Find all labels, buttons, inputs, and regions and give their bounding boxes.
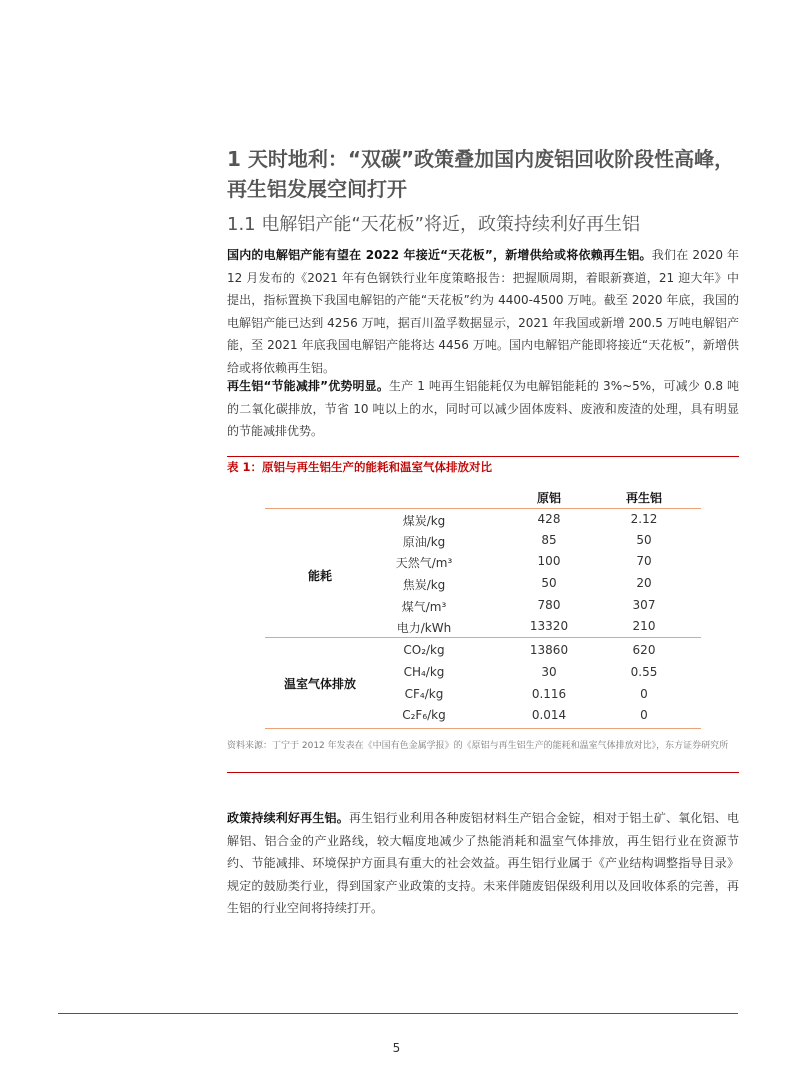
table-cell: CF₄/kg	[404, 687, 444, 701]
table-cell: 13860	[529, 643, 569, 657]
table-cell: 天然气/m³	[395, 556, 453, 570]
table-row	[265, 509, 701, 530]
table-row	[265, 595, 701, 616]
table-top-rule	[227, 456, 739, 457]
table-cell: 210	[632, 619, 656, 633]
paragraph-body: 再生铝行业利用各种废铝材料生产铝合金锭，相对于铝土矿、氧化铝、电解铝、铝合金的产业路线，较大幅度地减少了热能消耗和温室气体排放，再生铝行业在资源节约、节能减排、环境保护方面具有重大的社会效益。再生铝行业属于《产业结构调整指导目录》规定的鼓励类行业，得到国家产业政策的支持。未来伴随废铝保级利用以及回收体系的完善，再生铝的行业空间将持续打开。	[227, 811, 739, 915]
table-cell: 13320	[529, 619, 569, 633]
table-cell: 428	[537, 512, 561, 526]
table-row	[265, 705, 701, 726]
table-cell: CO₂/kg	[403, 643, 445, 657]
section-heading: 1 天时地利：“双碳”政策叠加国内废铝回收阶段性高峰，再生铝发展空间打开	[227, 147, 735, 201]
table-cell: 70	[636, 554, 652, 568]
paragraph-3	[227, 807, 739, 920]
category-energy: 能耗	[307, 569, 332, 583]
table-row	[265, 662, 701, 683]
table-cell: 0.55	[630, 665, 658, 679]
table-cell: 30	[541, 665, 557, 679]
table-cell: 煤气/m³	[401, 600, 447, 614]
table-title: 表 1：原铝与再生铝生产的能耗和温室气体排放对比	[227, 460, 493, 474]
table-cell: 100	[537, 554, 561, 568]
table-cell: 50	[636, 533, 652, 547]
category-emissions: 温室气体排放	[283, 677, 356, 691]
table-row	[265, 616, 701, 637]
paragraph-2	[227, 375, 739, 443]
table-cell: 煤炭/kg	[402, 514, 446, 528]
table-cell: 20	[636, 576, 652, 590]
table-cell: 电力/kWh	[396, 621, 452, 635]
table-row	[265, 684, 701, 705]
table-row	[265, 530, 701, 551]
table-cell: 85	[541, 533, 557, 547]
table-cell: CH₄/kg	[403, 665, 445, 679]
paragraph-body: 生产 1 吨再生铝能耗仅为电解铝能耗的 3%~5%，可减少 0.8 吨的二氧化碳排放，节省 10 吨以上的水，同时可以减少固体废料、废液和废渣的处理，具有明显的节能减排优势。	[227, 379, 739, 438]
table-cell: 620	[632, 643, 656, 657]
table-cell: 0.014	[531, 708, 567, 722]
paragraph-lead: 国内的电解铝产能有望在 2022 年接近“天花板”，新增供给或将依赖再生铝。	[227, 248, 652, 262]
page-number: 5	[392, 1041, 401, 1055]
table-source: 资料来源：丁宁于 2012 年发表在《中国有色金属学报》的《原铝与再生铝生产的能耗和温室气体排放对比》，东方证券研究所	[227, 741, 729, 751]
table-cell: 780	[537, 598, 561, 612]
table-cell: 50	[541, 576, 557, 590]
header-primary-aluminum: 原铝	[536, 491, 561, 505]
paragraph-body: 我们在 2020 年 12 月发布的《2021 年有色钢铁行业年度策略报告：把握顺周期，着眼新赛道，21 迎大年》中提出，指标置换下我国电解铝的产能“天花板”约为 4400-4500 万吨。截至 2020 年底，我国的电解铝产能已达到 4256 万吨，据百川盈孚数据显示，2021 年我国或新增 200.5 万吨电解铝产能，至 2021 年底我国电解铝产能将达 4456 万吨。国内电解铝产能即将接近“天花板”，新增供给或将依赖再生铝。	[227, 248, 739, 375]
table-cell: 焦炭/kg	[402, 578, 446, 592]
table-cell: 0.116	[531, 687, 567, 701]
table-row	[265, 573, 701, 594]
group-rule	[265, 637, 701, 638]
paragraph-1	[227, 244, 739, 379]
table-cell: 307	[632, 598, 656, 612]
table-row	[265, 551, 701, 572]
table-cell: C₂F₆/kg	[402, 708, 446, 722]
footer-rule	[58, 1013, 738, 1014]
table-row	[265, 640, 701, 661]
table-cell: 0	[640, 687, 648, 701]
paragraph-lead: 政策持续利好再生铝。	[227, 811, 349, 825]
section-subheading: 1.1 电解铝产能“天花板”将近，政策持续利好再生铝	[227, 214, 640, 235]
table-bottom-rule	[265, 728, 701, 729]
table-cell: 0	[640, 708, 648, 722]
table-cell: 原油/kg	[402, 535, 446, 549]
table-end-rule	[227, 772, 739, 773]
table-cell: 2.12	[630, 512, 658, 526]
paragraph-lead: 再生铝“节能减排”优势明显。	[227, 379, 389, 393]
header-recycled-aluminum: 再生铝	[625, 491, 662, 505]
